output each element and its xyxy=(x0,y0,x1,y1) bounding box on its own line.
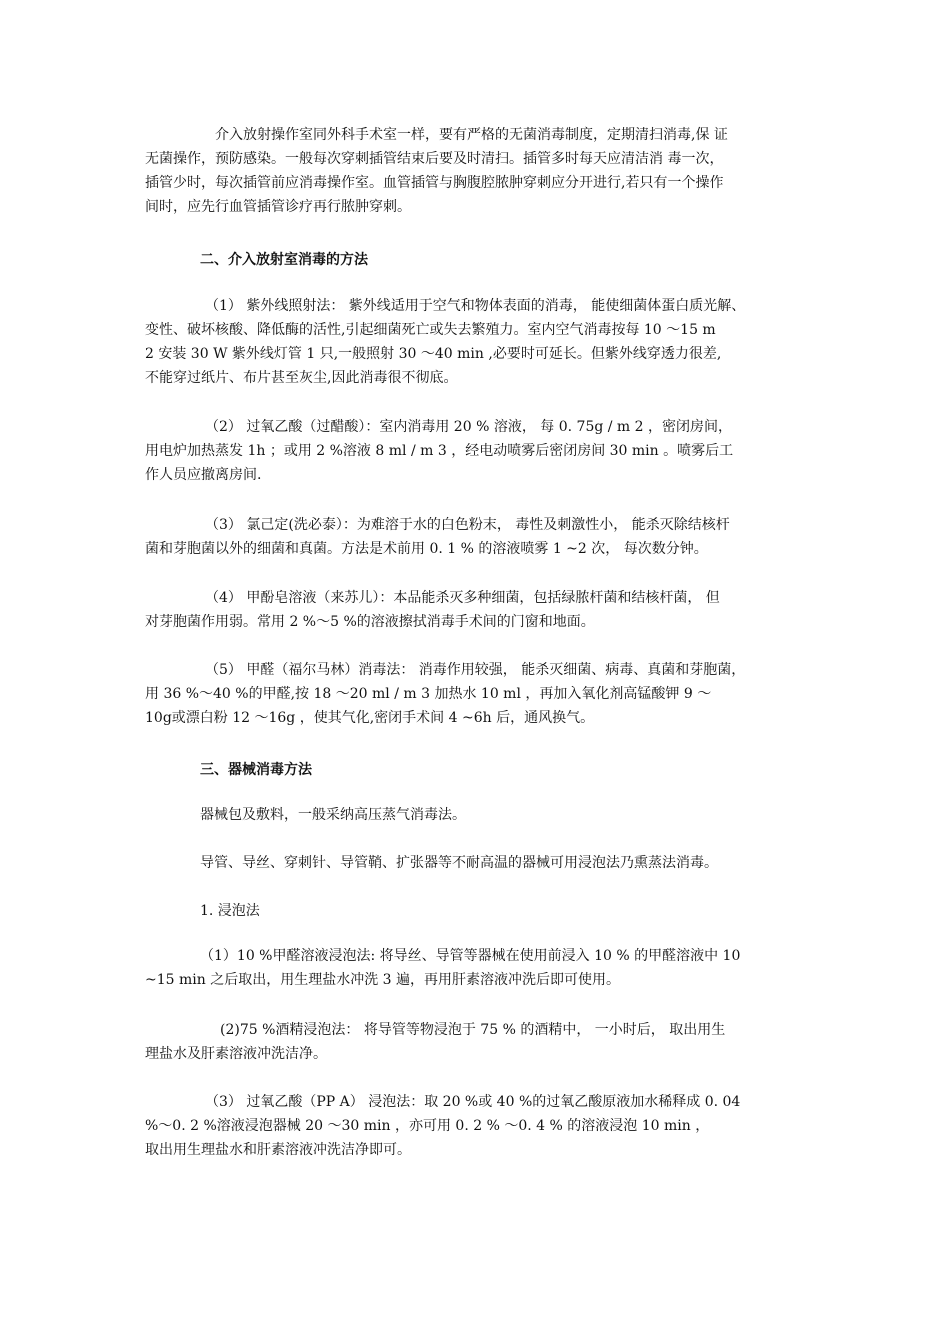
text-line: ~15 min 之后取出，用生理盐水冲洗 3 遍，再用肝素溶液冲洗后即可使用。 xyxy=(145,972,621,988)
paragraph: 导管、导丝、穿刺针、导管鞘、扩张器等不耐高温的器械可用浸泡法乃熏蒸法消毒。 xyxy=(200,855,718,871)
section-heading: 三、器械消毒方法 xyxy=(200,762,312,778)
text-line: 变性、破坏核酸、降低酶的活性,引起细菌死亡或失去繁殖力。室内空气消毒按每 10 ～15 m xyxy=(145,322,716,338)
text-line: （4） 甲酚皂溶液（来苏儿）：本品能杀灭多种细菌，包括绿脓杆菌和结核杆菌， 但 xyxy=(205,590,720,606)
text-line: （1）10 %甲醛溶液浸泡法: 将导丝、导管等器械在使用前浸入 10 % 的甲醛溶液中 10 xyxy=(200,948,741,964)
text-line: 作人员应撤离房间. xyxy=(145,467,262,483)
text-line: 间时，应先行血管插管诊疗再行脓肿穿刺。 xyxy=(145,199,411,215)
text-line: 无菌操作，预防感染。一般每次穿刺插管结束后要及时清扫。插管多时每天应清洁消 毒一次， xyxy=(145,151,724,167)
text-line: 用电炉加热蒸发 1h ；或用 2 %溶液 8 ml / m 3 ，经电动喷雾后密闭房间 30 min 。喷雾后工 xyxy=(145,443,734,459)
text-line: 10g或漂白粉 12 ～16g ，使其气化,密闭手术间 4 ~6h 后，通风换气。 xyxy=(145,710,595,726)
text-line: 菌和芽胞菌以外的细菌和真菌。方法是术前用 0. 1 % 的溶液喷雾 1 ~2 次， 每次数分钟。 xyxy=(145,541,708,557)
text-line: 取出用生理盐水和肝素溶液冲洗洁净即可。 xyxy=(145,1142,411,1158)
text-line: （5） 甲醛（福尔马林）消毒法： 消毒作用较强， 能杀灭细菌、病毒、真菌和芽胞菌， xyxy=(205,662,746,678)
sub-heading: 1. 浸泡法 xyxy=(200,903,260,919)
paragraph: 器械包及敷料，一般采纳高压蒸气消毒法。 xyxy=(200,807,466,823)
text-line: 用 36 %～40 %的甲醛,按 18 ～20 ml / m 3 加热水 10 ml ，再加入氧化剂高锰酸钾 9 ～ xyxy=(145,686,712,702)
text-line: 2 安装 30 W 紫外线灯管 1 只,一般照射 30 ～40 min ,必要时可延长。但紫外线穿透力很差, xyxy=(145,346,722,362)
text-line: （3） 过氧乙酸（PP A） 浸泡法：取 20 %或 40 %的过氧乙酸原液加水稀释成 0. 04 xyxy=(205,1094,741,1110)
text-line: 介入放射操作室同外科手术室一样，要有严格的无菌消毒制度，定期清扫消毒,保 证 xyxy=(215,127,728,143)
text-line: 理盐水及肝素溶液冲洗洁净。 xyxy=(145,1046,327,1062)
text-line: （2） 过氧乙酸（过醋酸）：室内消毒用 20 % 溶液， 每 0. 75g / m 2 ，密闭房间， xyxy=(205,419,733,435)
text-line: %～0. 2 %溶液浸泡器械 20 ～30 min ，亦可用 0. 2 % ～0. 4 % 的溶液浸泡 10 min ， xyxy=(145,1118,710,1134)
section-heading: 二、介入放射室消毒的方法 xyxy=(200,252,368,268)
text-line: 插管少时，每次插管前应消毒操作室。血管插管与胸腹腔脓肿穿刺应分开进行,若只有一个操作 xyxy=(145,175,724,191)
text-line: 对芽胞菌作用弱。常用 2 %～5 %的溶液擦拭消毒手术间的门窗和地面。 xyxy=(145,614,595,630)
text-line: (2)75 %酒精浸泡法： 将导管等物浸泡于 75 % 的酒精中， 一小时后， 取出用生 xyxy=(220,1022,726,1038)
text-line: 不能穿过纸片、布片甚至灰尘,因此消毒很不彻底。 xyxy=(145,370,458,386)
text-line: （3） 氯己定(洗必泰）：为难溶于水的白色粉末， 毒性及刺激性小， 能杀灭除结核杆 xyxy=(205,517,730,533)
text-line: （1） 紫外线照射法： 紫外线适用于空气和物体表面的消毒， 能使细菌体蛋白质光解、 xyxy=(205,298,746,314)
